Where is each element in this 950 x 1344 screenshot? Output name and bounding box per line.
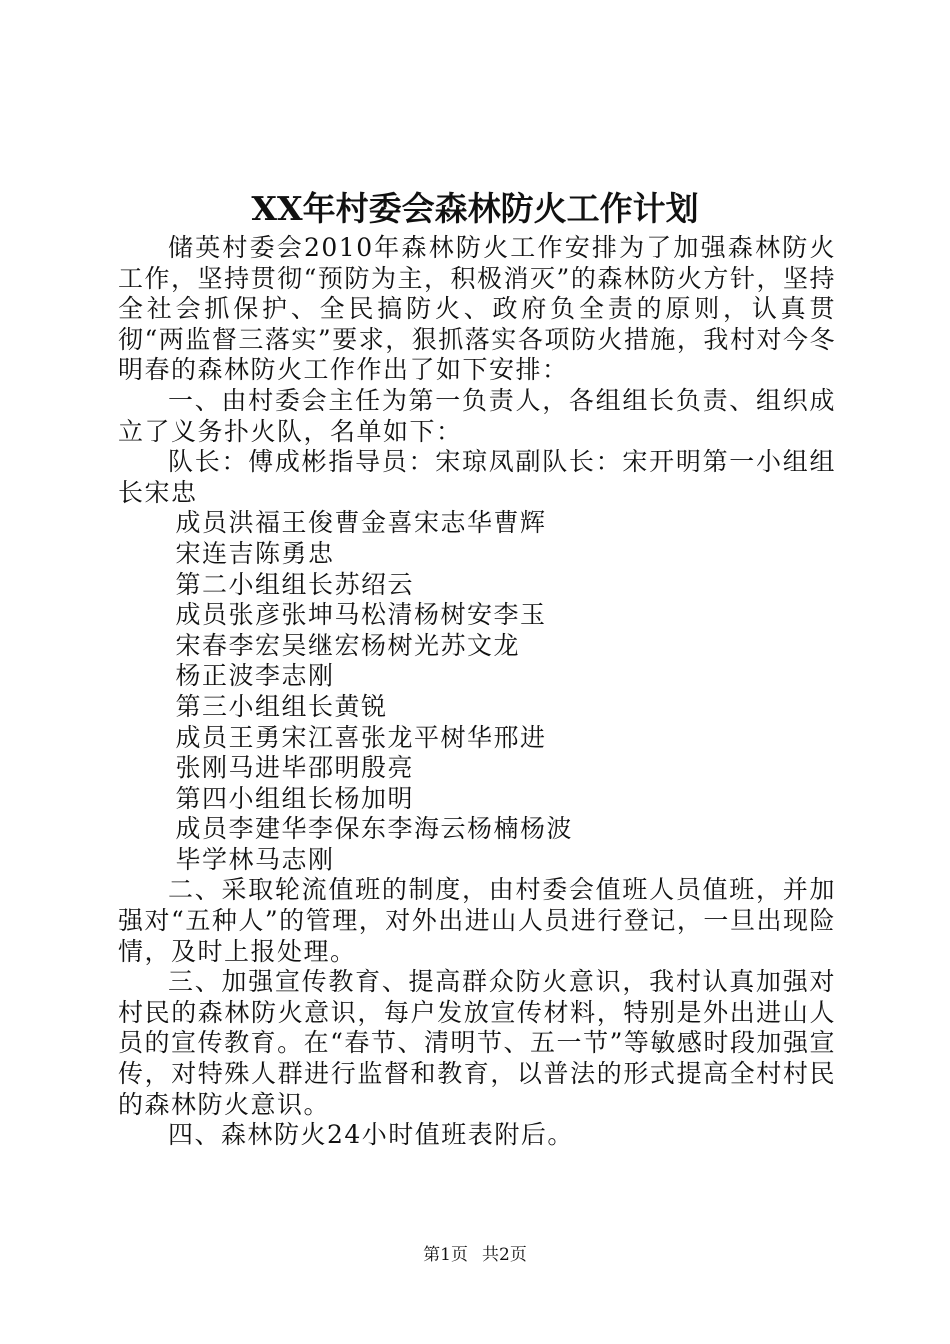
member-line: 第二小组组长苏绍云: [175, 569, 415, 599]
section-two-paragraph: 二、采取轮流值班的制度，由村委会值班人员值班，并加强对“五种人”的管理，对外出进山人员进行登记，一旦出现险情，及时上报处理。: [118, 875, 836, 966]
member-line: 第三小组组长黄锐: [175, 691, 388, 721]
member-line: 成员洪福王俊曹金喜宋志华曹辉: [175, 508, 547, 538]
member-line: 成员李建华李保东李海云杨楠杨波: [175, 814, 574, 844]
page-number: 第1页: [423, 1245, 468, 1265]
page-total: 共2页: [482, 1245, 527, 1265]
section-three-paragraph: 三、加强宣传教育、提高群众防火意识，我村认真加强对村民的森林防火意识，每户发放宣传材料，特别是外出进山人员的宣传教育。在“春节、清明节、五一节”等敏感时段加强宣传，对特殊人群进行监督和教育，以普法的形式提高全村村民的森林防火意识。: [118, 967, 836, 1119]
member-line: 张刚马进毕邵明殷亮: [175, 753, 415, 783]
member-line: 第四小组组长杨加明: [175, 783, 415, 813]
section-four-paragraph: 四、森林防火24小时值班表附后。: [168, 1120, 574, 1150]
document-title: XX年村委会森林防火工作计划: [251, 189, 699, 228]
team-leaders-paragraph: 队长：傅成彬指导员：宋琼凤副队长：宋开明第一小组组长宋忠: [118, 447, 836, 507]
document-body: [118, 233, 836, 1151]
member-line: 毕学林马志刚: [175, 844, 335, 874]
member-line: 成员张彦张坤马松清杨树安李玉: [175, 600, 547, 630]
member-line: 成员王勇宋江喜张龙平树华邢进: [175, 722, 547, 752]
member-line: 宋春李宏吴继宏杨树光苏文龙: [175, 630, 521, 660]
intro-paragraph: 储英村委会2010年森林防火工作安排为了加强森林防火工作，坚持贯彻“预防为主，积极消灭”的森林防火方针，坚持全社会抓保护、全民搞防火、政府负全责的原则，认真贯彻“两监督三落实”要求，狠抓落实各项防火措施，我村对今冬明春的森林防火工作作出了如下安排：: [118, 233, 836, 385]
page-footer: [0, 1243, 950, 1267]
member-line: 杨正波李志刚: [175, 661, 335, 691]
member-line: 宋连吉陈勇忠: [175, 538, 335, 568]
section-one-paragraph: 一、由村委会主任为第一负责人，各组组长负责、组织成立了义务扑火队，名单如下：: [118, 385, 836, 446]
